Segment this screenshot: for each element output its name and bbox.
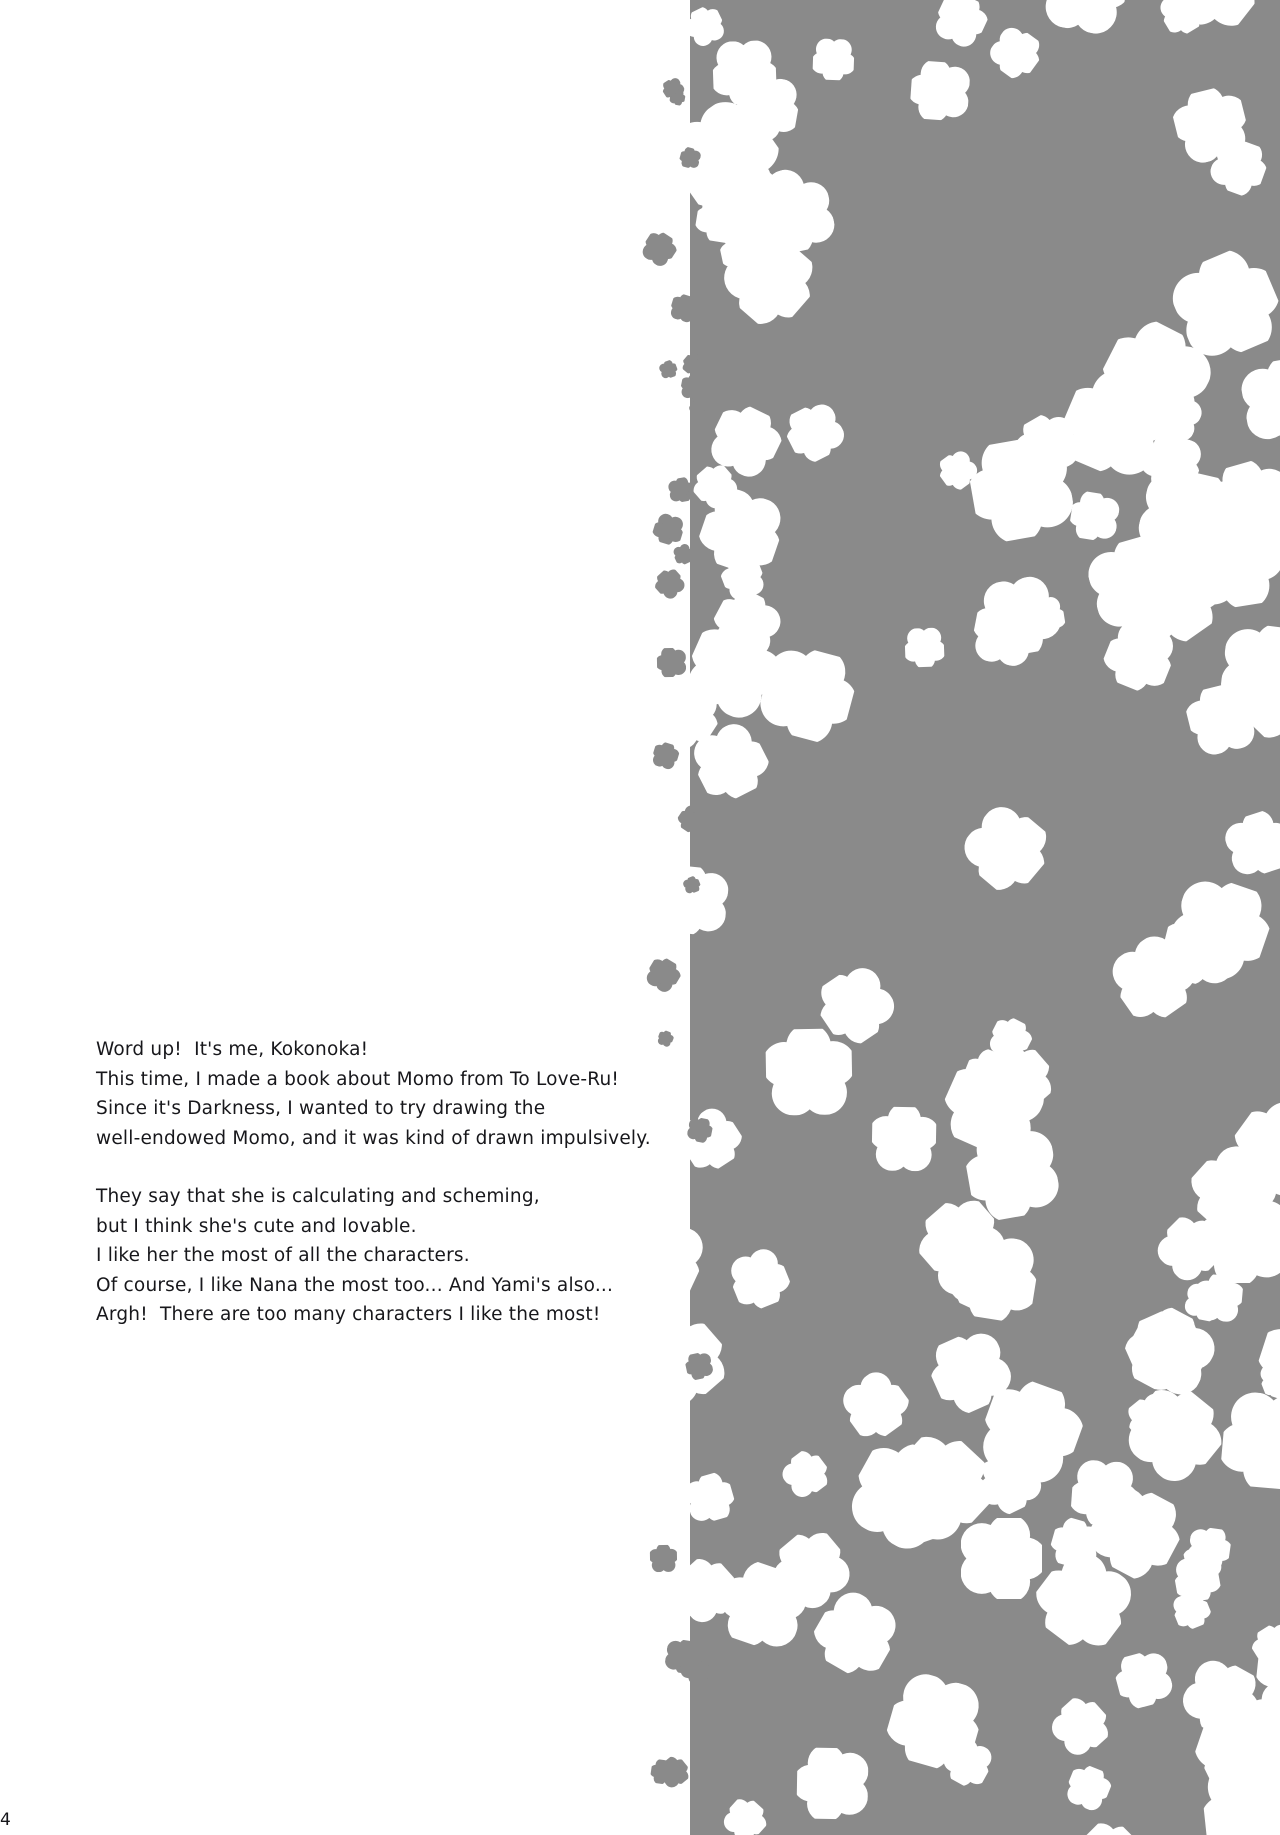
five-petal-flower-stray [650, 512, 686, 548]
five-petal-flower [779, 396, 850, 467]
five-petal-flower-stray [638, 227, 681, 270]
five-petal-flower [1066, 1813, 1151, 1835]
five-petal-flower-stray [664, 1638, 702, 1676]
five-petal-flower [1219, 1390, 1280, 1492]
afterword-line: Since it's Darkness, I wanted to try drawing the [96, 1098, 546, 1119]
five-petal-flower-stray [667, 476, 695, 504]
five-petal-flower [1070, 1458, 1138, 1526]
five-petal-flower [834, 1364, 918, 1448]
afterword-line: Of course, I like Nana the most too... And Yami's also... [96, 1274, 614, 1296]
five-petal-flower [1062, 1761, 1115, 1814]
afterword-line: Word up! It's me, Kokonoka! [96, 1039, 369, 1060]
afterword-line: but I think she's cute and lovable. [96, 1215, 417, 1237]
afterword-line: They say that she is calculating and scheming, [96, 1186, 540, 1207]
afterword-line: I like her the most of all the characters. [96, 1245, 470, 1266]
five-petal-flower-stray [658, 359, 680, 381]
afterword-line: well-endowed Momo, and it was kind of drawn impulsively. [96, 1127, 651, 1149]
five-petal-flower-stray [642, 953, 685, 996]
five-petal-flower [904, 628, 944, 668]
five-petal-flower [953, 795, 1060, 902]
five-petal-flower [1194, 1273, 1244, 1323]
page-number: 4 [0, 1812, 11, 1829]
five-petal-flower [1218, 621, 1280, 719]
five-petal-flower-stray [650, 1544, 677, 1571]
five-petal-flower [961, 1518, 1042, 1599]
afterword-paragraph [96, 1182, 736, 1330]
five-petal-flower [812, 39, 854, 81]
afterword-text [96, 1035, 736, 1330]
five-petal-flower [1068, 490, 1122, 544]
five-petal-flower [909, 60, 971, 122]
five-petal-flower [1238, 353, 1280, 447]
five-petal-flower [983, 21, 1047, 85]
afterword-line: Argh! There are too many characters I like the most! [96, 1304, 601, 1325]
five-petal-flower [947, 1230, 1042, 1325]
five-petal-flower [718, 227, 775, 284]
five-petal-flower-stray [649, 1758, 676, 1785]
afterword-paragraph [96, 1035, 736, 1153]
five-petal-flower [1186, 1526, 1232, 1572]
afterword-line: This time, I made a book about Momo from To Love-Ru! [96, 1068, 620, 1090]
five-petal-flower-stray [650, 565, 688, 603]
five-petal-flower [961, 1122, 1063, 1224]
five-petal-flower-stray [650, 739, 681, 770]
five-petal-flower [1037, 0, 1133, 39]
five-petal-flower-stray [685, 1116, 713, 1144]
five-petal-flower [712, 40, 777, 105]
five-petal-flower [1045, 1690, 1118, 1763]
five-petal-flower [777, 1445, 836, 1504]
five-petal-flower [872, 1107, 937, 1172]
five-petal-flower [797, 1748, 869, 1820]
five-petal-flower [1154, 0, 1210, 41]
five-petal-flower [1111, 1647, 1176, 1712]
five-petal-flower [1199, 1755, 1280, 1835]
five-petal-flower [690, 1470, 739, 1527]
five-petal-flower [1220, 806, 1280, 882]
five-petal-flower-stray [669, 89, 686, 106]
flower-pattern-band [690, 0, 1280, 1835]
five-petal-flower [929, 0, 993, 51]
five-petal-flower [977, 573, 1064, 660]
five-petal-flower-stray [656, 648, 686, 678]
